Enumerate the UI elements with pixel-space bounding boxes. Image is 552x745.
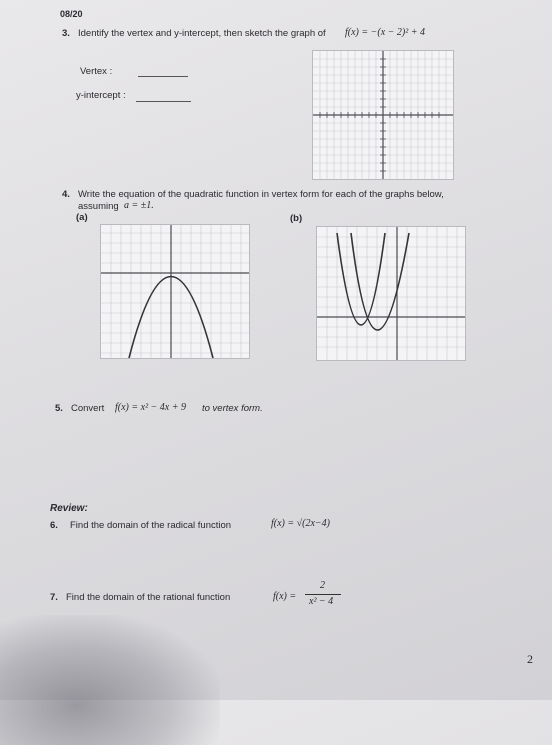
q3-number: 3. — [62, 28, 70, 39]
q5-number: 5. — [55, 403, 63, 414]
q5-function: f(x) = x² − 4x + 9 — [115, 402, 186, 413]
q6-number: 6. — [50, 520, 58, 531]
q7-denominator: x² − 4 — [309, 596, 334, 607]
q6-prompt: Find the domain of the radical function — [70, 520, 232, 531]
q4a-graph — [100, 224, 250, 359]
vertex-answer-line[interactable] — [138, 75, 188, 77]
q7-function-lhs: f(x) = — [273, 591, 297, 602]
vertex-label: Vertex : — [80, 66, 113, 77]
q4-assumption: a = ±1. — [124, 200, 154, 211]
hand-shadow — [0, 615, 220, 745]
q3-sketch-grid[interactable] — [312, 50, 454, 180]
review-heading: Review: — [50, 503, 88, 514]
q3-grid-svg — [313, 51, 453, 179]
q7-prompt: Find the domain of the rational function — [66, 592, 231, 603]
q3-function: f(x) = −(x − 2)² + 4 — [345, 27, 425, 38]
q4-label-b: (b) — [290, 213, 303, 224]
yint-label: y-intercept : — [76, 90, 126, 101]
q7-fraction-bar — [305, 594, 341, 595]
q4b-graph-svg — [317, 227, 465, 360]
date-header: 08/20 — [60, 9, 83, 19]
q3-prompt: Identify the vertex and y-intercept, then sketch the graph of — [78, 28, 326, 39]
q6-function: f(x) = √(2x−4) — [271, 518, 330, 529]
page-number: 2 — [527, 652, 533, 666]
q4-prompt-line1: Write the equation of the quadratic function in vertex form for each of the graphs below, — [78, 189, 444, 200]
q4-number: 4. — [62, 189, 70, 200]
q4-label-a: (a) — [76, 212, 88, 223]
q5-suffix: to vertex form. — [202, 403, 263, 414]
q7-numerator: 2 — [320, 580, 325, 591]
q7-number: 7. — [50, 592, 58, 603]
yint-answer-line[interactable] — [136, 100, 191, 102]
q4a-graph-svg — [101, 225, 249, 358]
q4b-graph — [316, 226, 466, 361]
q4-prompt-line2: assuming — [78, 201, 119, 212]
q5-prompt: Convert — [71, 403, 105, 414]
